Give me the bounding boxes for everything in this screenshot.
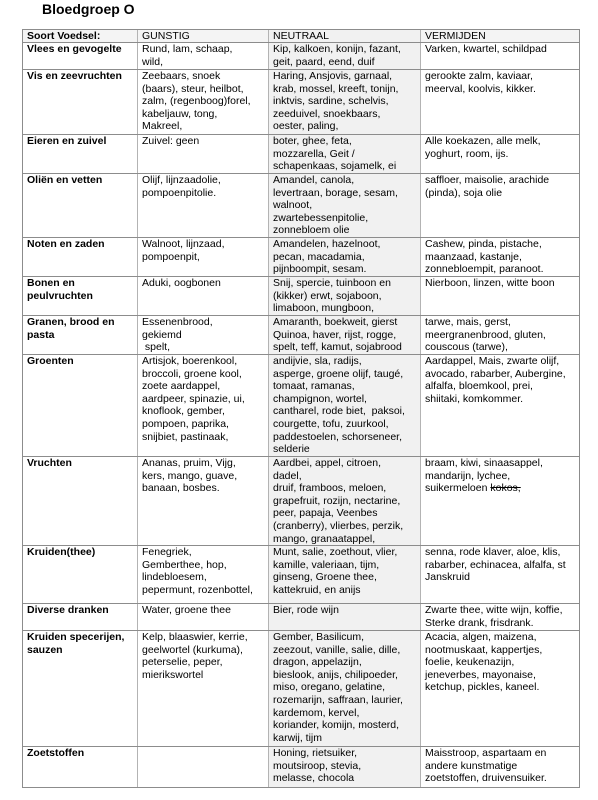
cell-line: moutsiroop, stevia, bbox=[273, 759, 362, 772]
cell-line: Maisstroop, aspartaam en bbox=[425, 747, 547, 759]
vermijden-cell bbox=[420, 174, 579, 237]
table-row bbox=[23, 316, 579, 355]
cell-line: kattekruid, en anijs bbox=[273, 583, 361, 596]
cell-line: walnoot, bbox=[273, 199, 313, 212]
table-row bbox=[23, 747, 579, 788]
cell-line: pepermunt, rozenbottel, bbox=[142, 583, 253, 596]
neutraal-cell bbox=[268, 238, 420, 276]
table-body bbox=[23, 43, 579, 788]
cell-line: kers, mango, guave, bbox=[142, 469, 238, 482]
cell-line: senna, rode klaver, aloe, klis, bbox=[425, 546, 561, 558]
table-header-row bbox=[23, 30, 579, 43]
cell-line: Haring, Ansjovis, garnaal, bbox=[273, 70, 393, 82]
cell-line bbox=[425, 482, 576, 495]
cell-line: (pinda), soja olie bbox=[425, 186, 503, 199]
header-cell-favorable: GUNSTIG bbox=[137, 30, 268, 42]
gunstig-cell bbox=[137, 747, 268, 787]
cell-line: selderie bbox=[273, 443, 310, 456]
cell-line: zwartebessenpitolie, bbox=[273, 211, 369, 224]
cell-line: lindebloesem, bbox=[142, 571, 207, 584]
cell-line: braam, kiwi, sinaasappel, bbox=[425, 457, 543, 469]
neutraal-cell bbox=[268, 631, 420, 746]
cell-line: Olijf, lijnzaadolie, bbox=[142, 174, 221, 186]
cell-line: Water, groene thee bbox=[142, 604, 231, 616]
table-row bbox=[23, 631, 579, 747]
cell-line: Rund, lam, schaap, bbox=[142, 43, 233, 55]
cell-line: rabarber, echinacea, alfalfa, st bbox=[425, 558, 566, 571]
cell-line: yoghurt, room, ijs. bbox=[425, 147, 509, 160]
cell-line: Makreel, bbox=[142, 120, 183, 133]
cell-line: Quinoa, haver, rijst, rogge, bbox=[273, 328, 397, 341]
neutraal-cell bbox=[268, 546, 420, 603]
category-cell bbox=[23, 747, 137, 787]
cell-line: levertraan, borage, sesam, bbox=[273, 186, 398, 199]
category-cell bbox=[23, 43, 137, 69]
cell-line: sauzen bbox=[27, 643, 63, 656]
cell-line: foelie, keukenazijn, bbox=[425, 656, 515, 669]
cell-line: tomaat, ramanas, bbox=[273, 380, 355, 393]
table-row bbox=[23, 604, 579, 631]
cell-line: Vis en zeevruchten bbox=[27, 70, 122, 82]
vermijden-cell bbox=[420, 316, 579, 354]
vermijden-cell bbox=[420, 238, 579, 276]
cell-line: schapenkaas, sojamelk, ei bbox=[273, 160, 397, 173]
cell-line: Gemberthee, hop, bbox=[142, 558, 227, 571]
cell-line: karwij, tijm bbox=[273, 731, 322, 744]
cell-line: Amandelen, hazelnoot, bbox=[273, 238, 381, 250]
neutraal-cell bbox=[268, 70, 420, 134]
table-row bbox=[23, 546, 579, 604]
cell-line: dragon, appelazijn, bbox=[273, 656, 362, 669]
table-row bbox=[23, 238, 579, 277]
cell-line: geelwortel (kurkuma), bbox=[142, 643, 243, 656]
cell-line: dadel, bbox=[273, 469, 302, 482]
table-row bbox=[23, 135, 579, 174]
diet-table bbox=[22, 29, 580, 788]
neutraal-cell bbox=[268, 457, 420, 545]
cell-line: andijvie, sla, radijs, bbox=[273, 355, 362, 367]
cell-line: geit, paard, eend, duif bbox=[273, 55, 375, 68]
cell-line: couscous (tarwe), bbox=[425, 341, 508, 354]
cell-line: zoetstoffen, druivensuiker. bbox=[425, 772, 547, 785]
vermijden-cell bbox=[420, 631, 579, 746]
cell-line: peterselie, peper, bbox=[142, 656, 223, 669]
cell-line: jeneverbes, mayonaise, bbox=[425, 668, 536, 681]
cell-line: Aardbei, appel, citroen, bbox=[273, 457, 381, 469]
cell-line: boter, ghee, feta, bbox=[273, 135, 352, 147]
cell-line: Acacia, algen, maizena, bbox=[425, 631, 537, 643]
cell-line: Alle koekazen, alle melk, bbox=[425, 135, 541, 147]
cell-line: Janskruid bbox=[425, 571, 470, 584]
cell-line: Zeebaars, snoek bbox=[142, 70, 221, 82]
cell-line: tarwe, mais, gerst, bbox=[425, 316, 511, 328]
cell-line: (kikker) erwt, sojaboon, bbox=[273, 289, 382, 302]
cell-line: alfalfa, bloemkool, prei, bbox=[425, 380, 533, 393]
cell-line: Varken, kwartel, schildpad bbox=[425, 43, 547, 55]
cell-line: zonnebloem olie bbox=[273, 224, 350, 237]
cell-line: Groenten bbox=[27, 355, 74, 367]
cell-line: Essenenbrood, bbox=[142, 316, 213, 328]
cell-line: Nierboon, linzen, witte boon bbox=[425, 277, 555, 289]
category-cell bbox=[23, 631, 137, 746]
cell-line: pompoenpitolie. bbox=[142, 186, 217, 199]
cell-line: pecan, macadamia, bbox=[273, 250, 365, 263]
cell-line: gerookte zalm, kaviaar, bbox=[425, 70, 533, 82]
cell-line: peer, papaja, Veenbes bbox=[273, 507, 378, 520]
struck-text: kokos, bbox=[490, 482, 521, 495]
cell-line: inktvis, sardine, schelvis, bbox=[273, 95, 389, 108]
category-cell bbox=[23, 277, 137, 315]
vermijden-cell bbox=[420, 604, 579, 630]
category-cell bbox=[23, 546, 137, 603]
cell-line: saffloer, maisolie, arachide bbox=[425, 174, 550, 186]
cell-line: knoflook, gember, bbox=[142, 405, 225, 418]
gunstig-cell bbox=[137, 238, 268, 276]
cell-line: Kip, kalkoen, konijn, fazant, bbox=[273, 43, 401, 55]
cell-line: spelt, bbox=[142, 341, 171, 354]
cell-line: Amaranth, boekweit, gierst bbox=[273, 316, 398, 328]
cell-line: andere kunstmatige bbox=[425, 759, 518, 772]
cell-line: courgette, tofu, zuurkool, bbox=[273, 417, 389, 430]
table-row bbox=[23, 174, 579, 238]
cell-line: meergranenbrood, gluten, bbox=[425, 328, 546, 341]
cell-line: Artisjok, boerenkool, bbox=[142, 355, 238, 367]
header-cell-food-type: Soort Voedsel: bbox=[27, 30, 101, 42]
category-cell bbox=[23, 174, 137, 237]
gunstig-cell bbox=[137, 174, 268, 237]
vermijden-cell bbox=[420, 747, 579, 787]
gunstig-cell bbox=[137, 43, 268, 69]
cell-line: kamille, valeriaan, tijm, bbox=[273, 558, 380, 571]
cell-line: Munt, salie, zoethout, vlier, bbox=[273, 546, 398, 558]
cell-line: zeezout, vanille, salie, dille, bbox=[273, 643, 401, 656]
cell-line: gekiemd bbox=[142, 328, 182, 341]
cell-line: Kruiden(thee) bbox=[27, 546, 96, 558]
header-cell-avoid: VERMIJDEN bbox=[420, 30, 579, 42]
cell-line: (cranberry), vlierbes, perzik, bbox=[273, 519, 404, 532]
cell-line: Zuivel: geen bbox=[142, 135, 200, 147]
cell-line: oester, paling, bbox=[273, 120, 339, 133]
gunstig-cell bbox=[137, 70, 268, 134]
category-cell bbox=[23, 457, 137, 545]
cell-line: zeeduivel, snoekbaars, bbox=[273, 107, 381, 120]
cell-line: mango, granaatappel, bbox=[273, 532, 376, 545]
cell-line: ketchup, pickles, kaneel. bbox=[425, 681, 540, 694]
table-row bbox=[23, 43, 579, 70]
cell-line: Noten en zaden bbox=[27, 238, 105, 250]
cell-line: ginseng, Groene thee, bbox=[273, 571, 377, 584]
table-row bbox=[23, 277, 579, 316]
vermijden-cell bbox=[420, 277, 579, 315]
cell-line: Gember, Basilicum, bbox=[273, 631, 365, 643]
cell-line: Honing, rietsuiker, bbox=[273, 747, 358, 759]
neutraal-cell bbox=[268, 604, 420, 630]
cell-line: pasta bbox=[27, 328, 55, 341]
cell-line: grapefruit, rozijn, nectarine, bbox=[273, 494, 401, 507]
table-row bbox=[23, 355, 579, 457]
cell-line: spelt, teff, kamut, sojabrood bbox=[273, 341, 402, 354]
neutraal-cell bbox=[268, 43, 420, 69]
cell-line: paddestoelen, schorseneer, bbox=[273, 430, 403, 443]
cell-line: Zwarte thee, witte wijn, koffie, bbox=[425, 604, 563, 616]
gunstig-cell bbox=[137, 457, 268, 545]
cell-line: (baars), steur, heilbot, bbox=[142, 82, 244, 95]
gunstig-cell bbox=[137, 355, 268, 456]
cell-line: koriander, komijn, mosterd, bbox=[273, 719, 400, 732]
cell-line: Diverse dranken bbox=[27, 604, 109, 616]
cell-line: Oliën en vetten bbox=[27, 174, 103, 186]
cell-line: wild, bbox=[142, 55, 164, 68]
cell-line: kabeljauw, tong, bbox=[142, 107, 218, 120]
category-cell bbox=[23, 355, 137, 456]
neutraal-cell bbox=[268, 277, 420, 315]
cell-line: pompoenpit, bbox=[142, 250, 200, 263]
cell-line: aardpeer, spinazie, ui, bbox=[142, 392, 245, 405]
neutraal-cell bbox=[268, 316, 420, 354]
cell-line: nootmuskaat, kappertjes, bbox=[425, 643, 543, 656]
gunstig-cell bbox=[137, 135, 268, 173]
cell-line: Sterke drank, frisdrank. bbox=[425, 616, 534, 629]
cell-line: avocado, rabarber, Aubergine, bbox=[425, 367, 566, 380]
cell-line: Kruiden specerijen, bbox=[27, 631, 125, 643]
cell-line: mozzarella, Geit / bbox=[273, 147, 355, 160]
cell-line: Amandel, canola, bbox=[273, 174, 355, 186]
cell-line: shiitaki, komkommer. bbox=[425, 392, 524, 405]
cell-line: Bonen en bbox=[27, 277, 75, 289]
cell-line: mandarijn, lychee, bbox=[425, 469, 511, 482]
cell-line: meerval, koolvis, kikker. bbox=[425, 82, 536, 95]
table-row bbox=[23, 70, 579, 135]
vermijden-cell bbox=[420, 355, 579, 456]
cell-line: snijbiet, pastinaak, bbox=[142, 430, 229, 443]
cell-line: broccoli, groene kool, bbox=[142, 367, 242, 380]
cell-line: cantharel, rode biet, paksoi, bbox=[273, 405, 405, 418]
cell-line: Cashew, pinda, pistache, bbox=[425, 238, 542, 250]
cell-line: asperge, groene olijf, taugé, bbox=[273, 367, 404, 380]
cell-line: Bier, rode wijn bbox=[273, 604, 339, 616]
cell-line: champignon, wortel, bbox=[273, 392, 367, 405]
header-cell-neutral: NEUTRAAL bbox=[268, 30, 420, 42]
cell-line: melasse, chocola bbox=[273, 772, 355, 785]
cell-line: rozemarijn, saffraan, laurier, bbox=[273, 693, 403, 706]
neutraal-cell bbox=[268, 355, 420, 456]
cell-line: Kelp, blaaswier, kerrie, bbox=[142, 631, 248, 643]
cell-line: peulvruchten bbox=[27, 289, 93, 302]
category-cell bbox=[23, 604, 137, 630]
cell-line: Aduki, oogbonen bbox=[142, 277, 221, 289]
cell-line: miso, oregano, gelatine, bbox=[273, 681, 386, 694]
category-cell bbox=[23, 316, 137, 354]
vermijden-cell bbox=[420, 43, 579, 69]
cell-line: Aardappel, Mais, zwarte olijf, bbox=[425, 355, 560, 367]
cell-line: zalm, (regenboog)forel, bbox=[142, 95, 251, 108]
cell-line: krab, mossel, kreeft, tonijn, bbox=[273, 82, 399, 95]
gunstig-cell bbox=[137, 604, 268, 630]
cell-line: zoete aardappel, bbox=[142, 380, 221, 393]
cell-line: Ananas, pruim, Vijg, bbox=[142, 457, 236, 469]
gunstig-cell bbox=[137, 277, 268, 315]
gunstig-cell bbox=[137, 546, 268, 603]
vermijden-cell bbox=[420, 546, 579, 603]
cell-line: zonnebloempit, paranoot. bbox=[425, 263, 544, 276]
gunstig-cell bbox=[137, 316, 268, 354]
page-title: Bloedgroep O bbox=[42, 1, 135, 17]
cell-line: pijnboompit, sesam. bbox=[273, 263, 367, 276]
cell-line: Walnoot, lijnzaad, bbox=[142, 238, 225, 250]
cell-line: mierikswortel bbox=[142, 668, 204, 681]
neutraal-cell bbox=[268, 135, 420, 173]
category-cell bbox=[23, 70, 137, 134]
cell-line: bieslook, anijs, chilipoeder, bbox=[273, 668, 398, 681]
cell-line: druif, framboos, meloen, bbox=[273, 482, 387, 495]
cell-line: Eieren en zuivel bbox=[27, 135, 107, 147]
cell-line: Snij, spercie, tuinboon en bbox=[273, 277, 391, 289]
vermijden-cell bbox=[420, 135, 579, 173]
cell-line: Vlees en gevogelte bbox=[27, 43, 122, 55]
vermijden-cell bbox=[420, 70, 579, 134]
neutraal-cell bbox=[268, 174, 420, 237]
gunstig-cell bbox=[137, 631, 268, 746]
table-row bbox=[23, 457, 579, 546]
cell-line: banaan, bosbes. bbox=[142, 482, 220, 495]
cell-text: suikermeloen bbox=[425, 482, 488, 495]
category-cell bbox=[23, 238, 137, 276]
cell-line: pompoen, paprika, bbox=[142, 417, 229, 430]
cell-line: limaboon, mungboon, bbox=[273, 302, 374, 315]
cell-line: Zoetstoffen bbox=[27, 747, 85, 759]
category-cell bbox=[23, 135, 137, 173]
cell-line: Vruchten bbox=[27, 457, 72, 469]
neutraal-cell bbox=[268, 747, 420, 787]
vermijden-cell bbox=[420, 457, 579, 545]
cell-line: kardemom, kervel, bbox=[273, 706, 360, 719]
cell-line: maanzaad, kastanje, bbox=[425, 250, 522, 263]
cell-line: Fenegriek, bbox=[142, 546, 192, 558]
cell-line: Granen, brood en bbox=[27, 316, 115, 328]
